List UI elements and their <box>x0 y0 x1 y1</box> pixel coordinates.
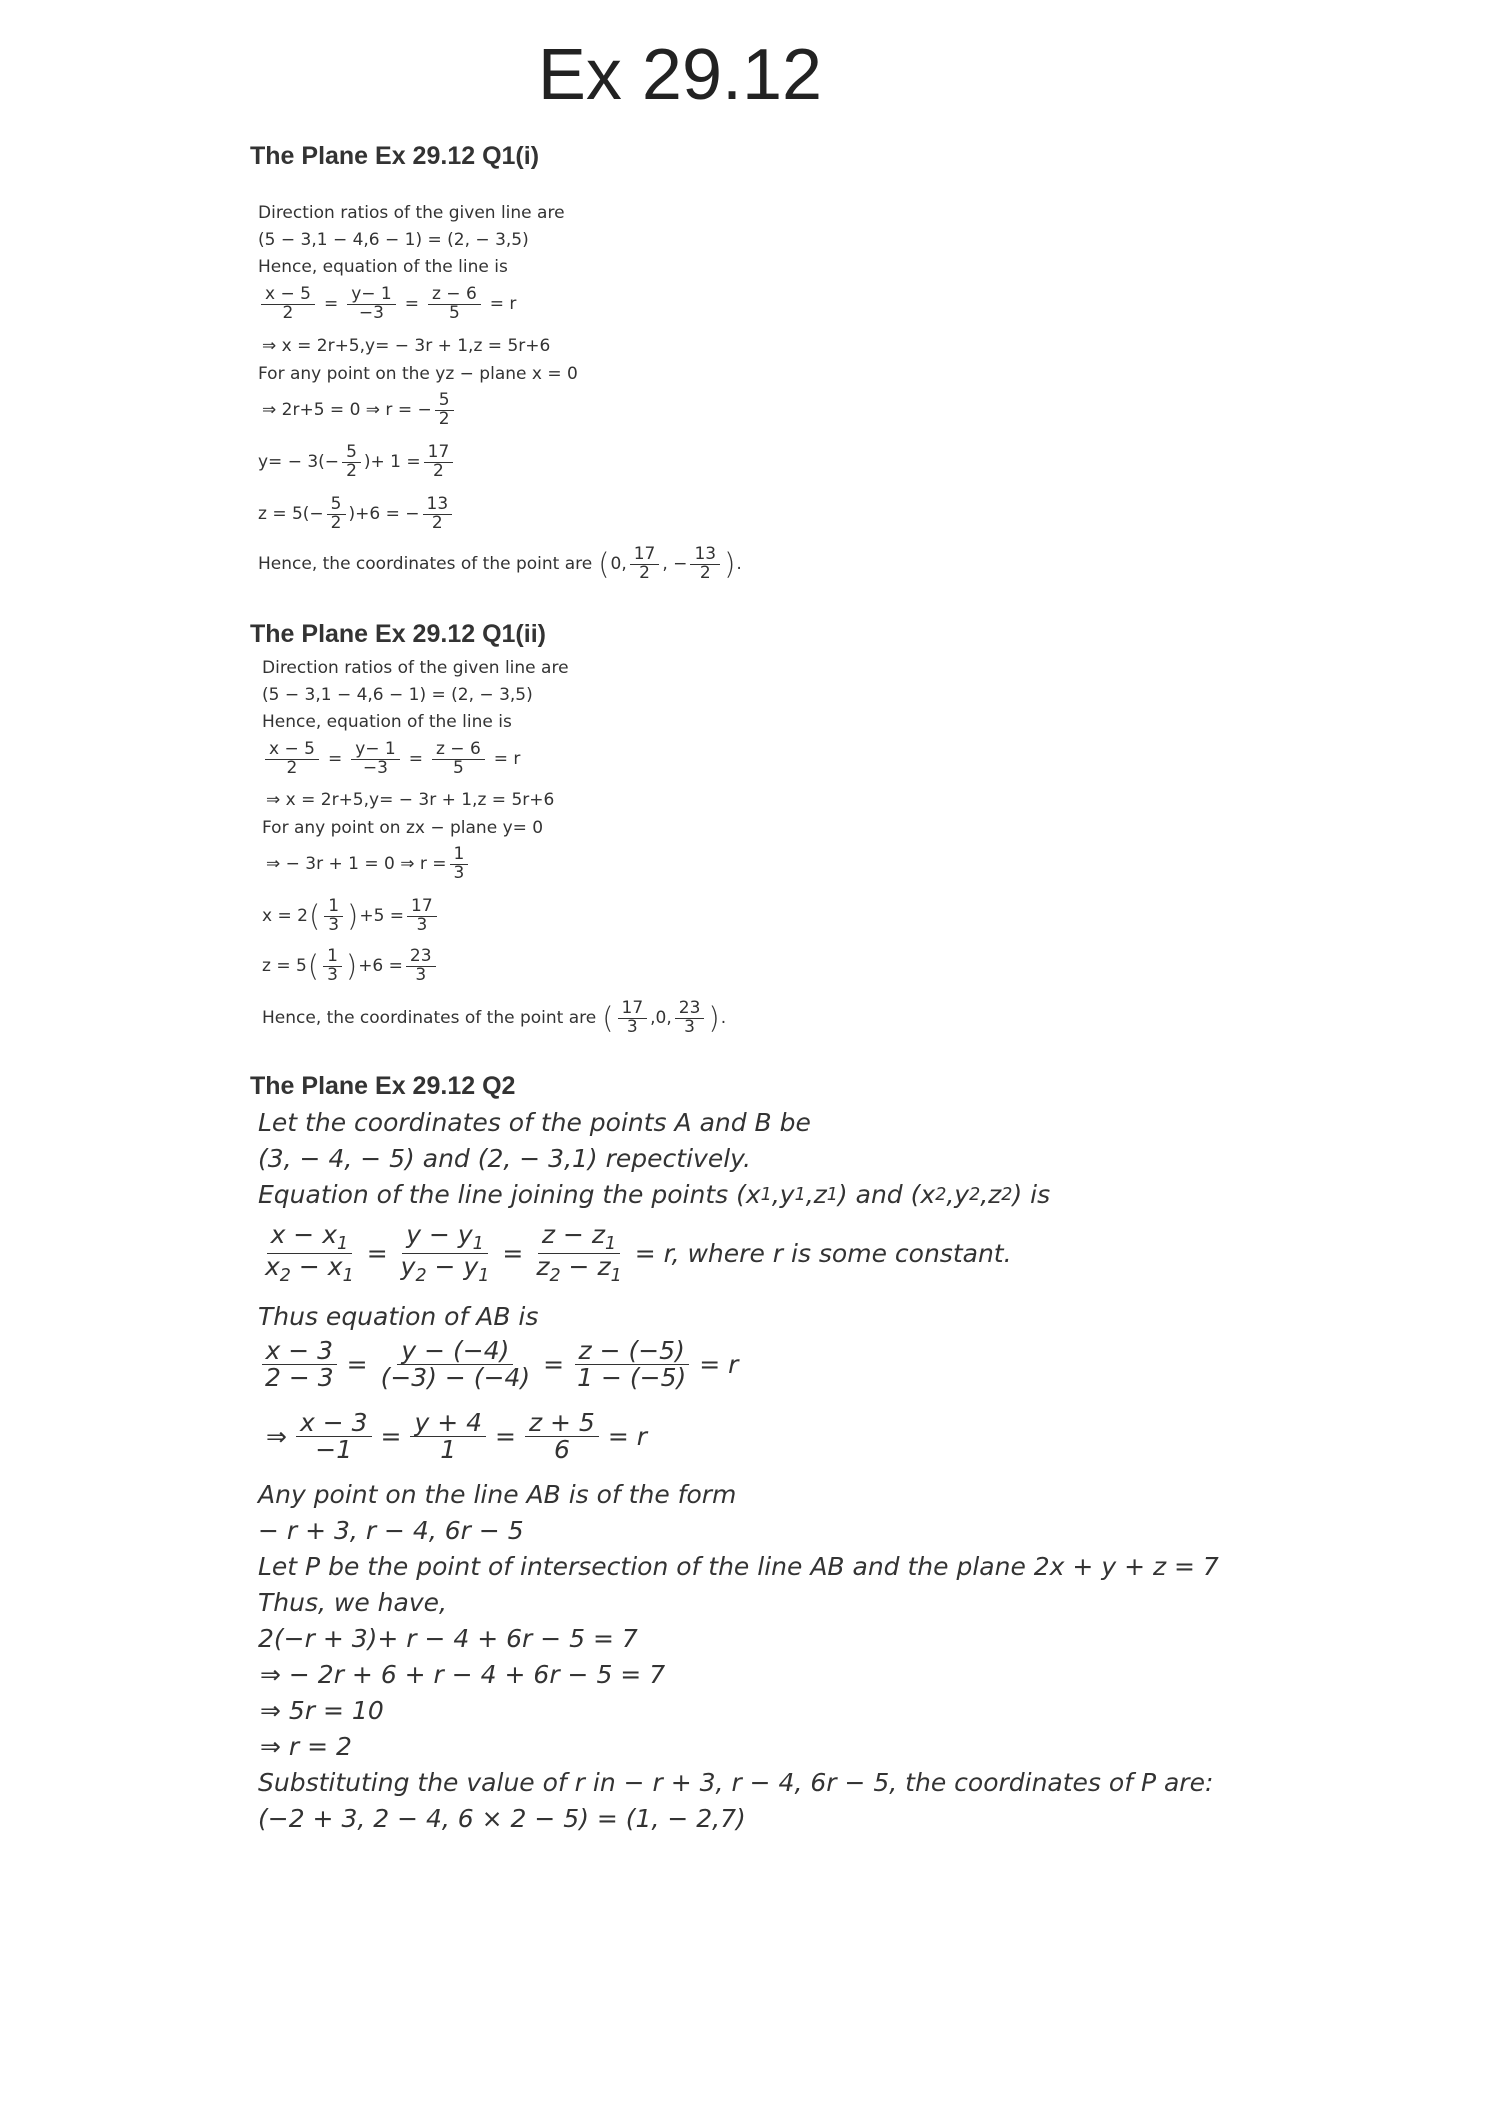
text-line: ⇒ x = 2r+5,y= − 3r + 1,z = 5r+6 <box>266 790 555 810</box>
fraction: $\frac{23}{3}$ <box>675 1000 705 1037</box>
fraction: $\frac{z + 5}{6}$ <box>525 1410 599 1464</box>
section-heading-q1i: The Plane Ex 29.12 Q1(i) <box>250 142 540 170</box>
x-equation: x = 2 ( $\frac{1}{3}$ ) +5 = $\frac{17}{3}$ <box>262 898 440 935</box>
r-equation: ⇒ − 3r + 1 = 0 ⇒ r = $\frac{1}{3}$ <box>266 846 471 883</box>
fraction: $\frac{z - 6}{5}$ <box>428 286 481 323</box>
fraction: $\frac{y - (-4)}{(-3) - (-4)}$ <box>380 1336 531 1393</box>
ab-simplified-equation: ⇒ $\frac{x - 3}{-1}$ = $\frac{y + 4}{1}$ = $\frac{z + 5}{6}$ = r <box>266 1408 648 1465</box>
text-line: Any point on the line AB is of the form <box>258 1480 737 1509</box>
text-line: Thus, we have, <box>258 1588 447 1617</box>
text-line: Direction ratios of the given line are <box>262 658 569 678</box>
fraction: $\frac{17}{3}$ <box>618 1000 648 1037</box>
fraction: $\frac{17}{2}$ <box>630 546 660 583</box>
text-line: Hence, equation of the line is <box>258 257 508 277</box>
fraction: $\frac{x - x_1}{x_2 - x_1}$ <box>265 1220 354 1287</box>
fraction: $\frac{x - 3}{-1}$ <box>296 1410 372 1464</box>
fraction: $\frac{17}{2}$ <box>424 444 454 481</box>
fraction: $\frac{13}{2}$ <box>423 496 453 533</box>
fraction: $\frac{x - 5}{2}$ <box>261 286 315 323</box>
fraction: $\frac{y- 1}{-3}$ <box>351 741 400 778</box>
result-line: Hence, the coordinates of the point are ( $\frac{17}{3}$ ,0, $\frac{23}{3}$ ) . <box>262 998 727 1037</box>
fraction: $\frac{5}{2}$ <box>435 392 454 429</box>
fraction: $\frac{1}{3}$ <box>323 948 342 985</box>
text-line: Substituting the value of r in − r + 3, r − 4, 6r − 5, the coordinates of P are: <box>258 1768 1214 1797</box>
text-line: 2(−r + 3)+ r − 4 + 6r − 5 = 7 <box>258 1624 638 1653</box>
fraction: $\frac{5}{2}$ <box>342 444 361 481</box>
text-line: ⇒ r = 2 <box>260 1732 352 1761</box>
text-line: (3, − 4, − 5) and (2, − 3,1) repectively. <box>258 1144 751 1173</box>
text-line: ⇒ x = 2r+5,y= − 3r + 1,z = 5r+6 <box>262 336 551 356</box>
points-line: Equation of the line joining the points (x 1 ,y 1 ,z 1 ) and (x 2 ,y 2 ,z 2 ) is <box>258 1180 1051 1209</box>
fraction: $\frac{y - y_1}{y_2 - y_1}$ <box>400 1220 490 1287</box>
text-line: ⇒ 5r = 10 <box>260 1696 384 1725</box>
ab-equation: $\frac{x - 3}{2 - 3}$ = $\frac{y - (-4)}{(-3) - (-4)}$ = $\frac{z - (-5)}{1 - (-5)}$ = r <box>258 1338 744 1392</box>
line-equation: $\frac{x - 5}{2}$ = $\frac{y- 1}{-3}$ = $\frac{z - 6}{5}$ = r <box>258 286 522 323</box>
text-line: Direction ratios of the given line are <box>258 203 565 223</box>
general-line-equation: $\frac{x - x_1}{x_2 - x_1}$ = $\frac{y - y_1}{y_2 - y_1}$ = $\frac{z - z_1}{z_2 - z_1}$ = r, where r is some constant. <box>258 1222 1018 1286</box>
fraction: $\frac{y + 4}{1}$ <box>410 1410 486 1464</box>
page-title: Ex 29.12 <box>537 35 823 115</box>
z-equation: z = 5(− $\frac{5}{2}$ )+6 = − $\frac{13}{2}$ <box>258 496 455 533</box>
text-line: − r + 3, r − 4, 6r − 5 <box>258 1516 524 1545</box>
text-line: Let the coordinates of the points A and B be <box>258 1108 811 1137</box>
text-line: (−2 + 3, 2 − 4, 6 × 2 − 5) = (1, − 2,7) <box>258 1804 746 1833</box>
text-line: (5 − 3,1 − 4,6 − 1) = (2, − 3,5) <box>258 230 529 250</box>
fraction: $\frac{5}{2}$ <box>327 496 346 533</box>
z-equation: z = 5 ( $\frac{1}{3}$ ) +6 = $\frac{23}{3}$ <box>262 948 439 985</box>
text-line: For any point on zx − plane y= 0 <box>262 818 544 838</box>
fraction: $\frac{z - (-5)}{1 - (-5)}$ <box>573 1338 690 1392</box>
text-line: For any point on the yz − plane x = 0 <box>258 364 578 384</box>
text-line: Let P be the point of intersection of the line AB and the plane 2x + y + z = 7 <box>258 1552 1219 1581</box>
section-heading-q2: The Plane Ex 29.12 Q2 <box>250 1072 516 1100</box>
fraction: $\frac{z - 6}{5}$ <box>432 741 485 778</box>
line-equation: $\frac{x - 5}{2}$ = $\frac{y- 1}{-3}$ = $\frac{z - 6}{5}$ = r <box>262 741 526 778</box>
r-equation: ⇒ 2r+5 = 0 ⇒ r = − $\frac{5}{2}$ <box>262 392 457 429</box>
fraction: $\frac{x - 3}{2 - 3}$ <box>261 1338 338 1392</box>
text-line: Thus equation of AB is <box>258 1302 539 1331</box>
fraction: $\frac{1}{3}$ <box>324 898 343 935</box>
text-line: (5 − 3,1 − 4,6 − 1) = (2, − 3,5) <box>262 685 533 705</box>
text-line: Hence, equation of the line is <box>262 712 512 732</box>
fraction: $\frac{17}{3}$ <box>407 898 437 935</box>
fraction: $\frac{13}{2}$ <box>690 546 720 583</box>
fraction: $\frac{y- 1}{-3}$ <box>347 286 396 323</box>
fraction: $\frac{1}{3}$ <box>450 846 469 883</box>
fraction: $\frac{z - z_1}{z_2 - z_1}$ <box>536 1220 622 1287</box>
fraction: $\frac{x - 5}{2}$ <box>265 741 319 778</box>
y-equation: y= − 3(− $\frac{5}{2}$ )+ 1 = $\frac{17}{2}$ <box>258 444 456 481</box>
result-line: Hence, the coordinates of the point are ( 0, $\frac{17}{2}$ , − $\frac{13}{2}$ ) . <box>258 544 742 583</box>
section-heading-q1ii: The Plane Ex 29.12 Q1(ii) <box>250 620 546 648</box>
fraction: $\frac{23}{3}$ <box>406 948 436 985</box>
text-line: ⇒ − 2r + 6 + r − 4 + 6r − 5 = 7 <box>260 1660 666 1689</box>
